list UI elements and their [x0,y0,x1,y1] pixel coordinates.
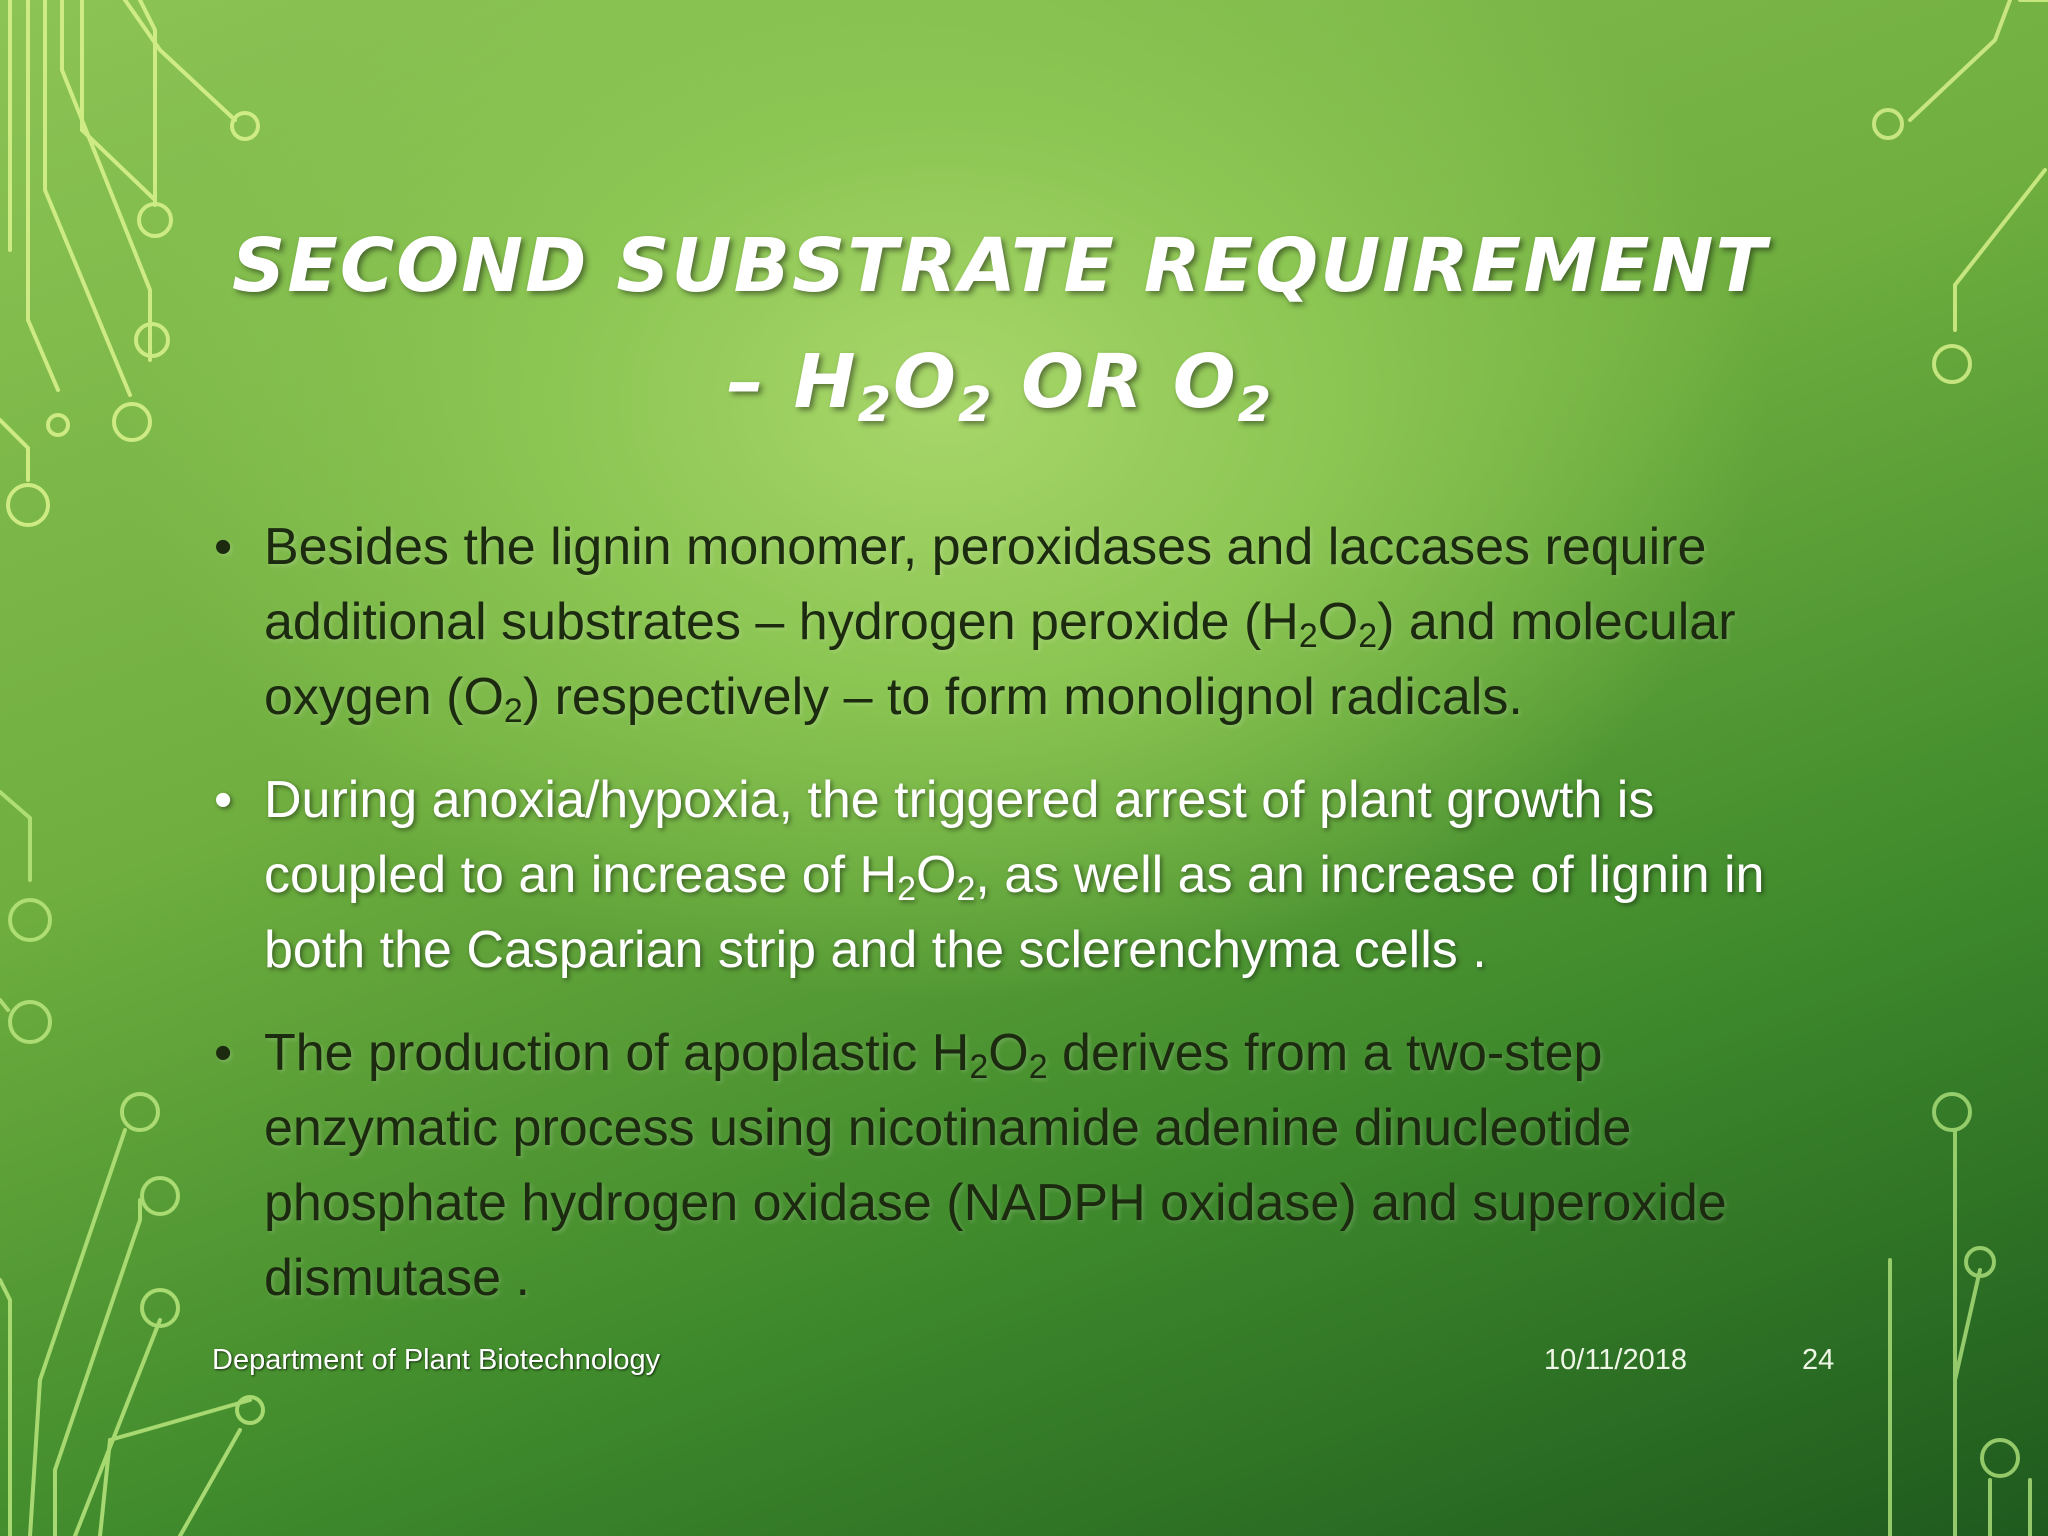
bullet-dot-icon: • [214,1024,233,1082]
slide-title [200,208,1800,440]
footer-page-number: 24 [1802,1344,1835,1376]
bullet-dot-icon: • [214,771,233,829]
title-line-2: – $H_2O_2$ OR $O_2$ [726,339,1274,433]
title-line-1: SECOND SUBSTRATE REQUIREMENT [232,223,1768,309]
bullet-dot-icon: • [214,518,233,576]
footer-date: 10/11/2018 [1544,1344,1687,1376]
footer-department: Department of Plant Biotechnology [212,1344,661,1376]
bullet-list [208,510,1848,1344]
bullet-item-3: • The production of apoplastic $H_2O_2$ derives from a two-step enzymatic process using nicotinamide adenine dinucleotide phosphate hydrogen oxidase (NADPH oxidase) and superoxide dismutase . [208,1016,1848,1316]
bullet-item-1: • Besides the lignin monomer, peroxidases and laccases require additional substrates – hydrogen peroxide $(H_2O_2)$ and molecular oxygen $(O_2)$ respectively – to form monolignol radicals. [208,510,1848,735]
bullet-item-2: • During anoxia/hypoxia, the triggered arrest of plant growth is coupled to an increase of $H_2O_2$, as well as an increase of lignin in both the Casparian strip and the sclerenchyma cells . [208,763,1848,988]
